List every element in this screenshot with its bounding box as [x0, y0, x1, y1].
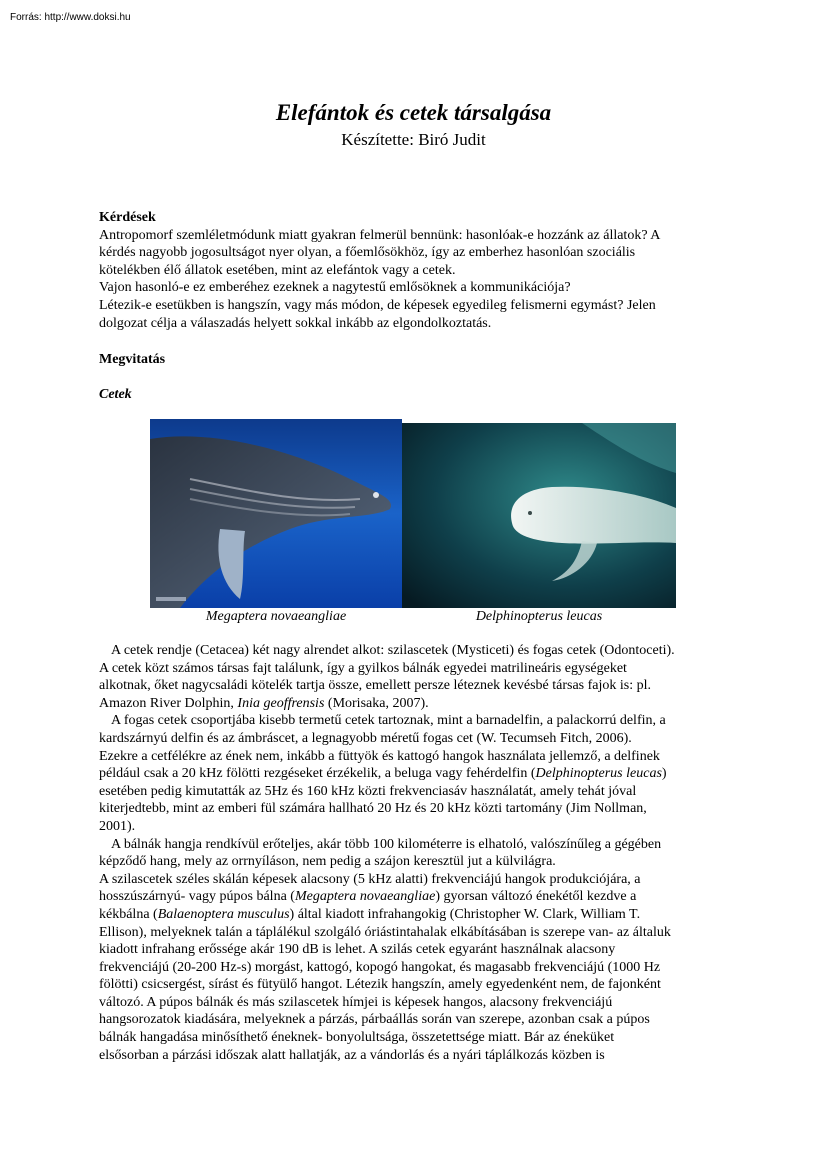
discussion-heading: Megvitatás	[99, 352, 166, 367]
body-line: elsősorban a párzási időszak alatt hallatják, az a vándorlás és a nyári táplálkozás közben is	[99, 1047, 605, 1063]
beluga-caption: Delphinopterus leucas	[475, 609, 603, 624]
body-line: kiadott infrahang erőssége akár 190 dB is lehet. A szilás cetek egyaránt használnak alacsony	[99, 942, 616, 958]
questions-line: Létezik-e esetükben is hangszín, vagy más módon, de képesek egyedileg felismerni egymást? Jelen	[99, 297, 656, 313]
body-line	[99, 695, 749, 713]
questions-section	[99, 209, 739, 332]
body-line: kardszárnyú delfin és az ámbráscet, a legnagyobb méretű fogas cet (W. Tecumseh Fitch, 2006).	[99, 730, 632, 746]
body-line: kiterjedtebb, mint az emberi fül számára hallható 20 Hz és 20 kHz közti tartomány (Jim Nollman,	[99, 801, 647, 817]
questions-line: dolgozat célja a válaszadás helyett sokkal inkább az elgondolkoztatás.	[99, 315, 492, 331]
questions-line: Vajon hasonló-e ez emberéhez ezeknek a nagytestű emlősöknek a kommunikációja?	[99, 280, 571, 296]
body-line: 2001).	[99, 818, 136, 834]
body-line: esetében pedig kimutatták az 5Hz és 160 kHz közti frekvenciasáv használatát, amely tehát jóval	[99, 783, 637, 799]
questions-heading: Kérdések	[99, 210, 156, 225]
body-line: alkotnak, őket nagycsaládi kötelék tartja össze, emellett persze léteznek kevésbé társas fajok is: pl.	[99, 678, 652, 694]
body-line: Ezekre a cetfélékre az ének nem, inkább a füttyök és kattogó hangok használata jellemző, a delfinek	[99, 748, 660, 764]
body-line	[99, 906, 749, 924]
body-text	[99, 642, 749, 1064]
humpback-caption: Megaptera novaeangliae	[205, 609, 347, 624]
body-line: A szilascetek széles skálán képesek alacsony (5 kHz alatti) frekvenciájú hangok produkciójára, a	[99, 871, 641, 887]
body-line	[99, 765, 749, 783]
body-line: hangsorozatok kiadására, melyeknek a párzás, párbaállás során van szerepe, azonban csak a púpos	[99, 1012, 650, 1028]
questions-line: Antropomorf szemléletmódunk miatt gyakran felmerül bennünk: hasonlóak-e hozzánk az állatok? A	[99, 227, 661, 243]
document-author: Készítette: Biró Judit	[341, 130, 486, 149]
document-title: Elefántok és cetek társalgása	[275, 100, 552, 125]
body-line: A cetek közt számos társas fajt találunk, így a gyilkos bálnák egyedei matrilineáris egységeket	[99, 660, 627, 676]
cetaceans-heading: Cetek	[99, 387, 132, 402]
species-name: Delphinopterus leucas	[535, 766, 662, 782]
source-url: Forrás: http://www.doksi.hu	[10, 12, 131, 23]
body-text-run: kékbálna (	[99, 906, 158, 922]
body-line: bálnák hangadása minősíthető éneknek- bonyolultsága, összetettsége miatt. Bár az éneküket	[99, 1030, 615, 1046]
body-line: A cetek rendje (Cetacea) két nagy alrendet alkot: szilascetek (Mysticeti) és fogas cetek (Odontoceti).	[111, 643, 675, 658]
body-line: A bálnák hangja rendkívül erőteljes, akár több 100 kilométerre is elhatoló, valószínűleg a gégében	[111, 836, 662, 852]
questions-line: kérdés nagyobb jogosultságot nyer olyan, a főemlősökhöz, így az emberhez hasonlóan szociális	[99, 245, 636, 261]
body-line: A fogas cetek csoportjába kisebb termetű cetek tartoznak, mint a barnadelfin, a palackorrú delfin, a	[111, 713, 666, 729]
body-text-run: például csak a 20 kHz fölötti rezgéseket érzékelik, a beluga vagy fehérdelfin (	[99, 766, 536, 782]
species-name: Balaenoptera musculus	[157, 906, 290, 922]
body-line: frekvenciájú (20-200 Hz-s) morgást, kattogó, kopogó hangokat, és magasabb frekvenciájú (1000 Hz	[99, 959, 661, 975]
species-name: Megaptera novaeangliae	[294, 889, 436, 905]
body-line	[99, 888, 749, 906]
beluga-whale-photo	[402, 423, 676, 608]
body-text-run: (Morisaka, 2007).	[324, 695, 429, 711]
questions-line: kötelékben élő állatok esetében, mint az elefántok vagy a cetek.	[99, 262, 456, 278]
body-text-run: ) által kiadott infrahangokig (Christopher W. Clark, William T.	[289, 906, 641, 922]
species-name: Inia geoffrensis	[237, 695, 325, 711]
humpback-whale-photo	[150, 419, 402, 608]
body-text-run: ) gyorsan változó énekétől kezdve a	[435, 889, 637, 905]
body-text-run: )	[661, 766, 667, 782]
body-text-run: Amazon River Dolphin,	[99, 695, 238, 711]
body-line: fölötti) csicsergést, sírást és fütyülő hangot. Létezik hangszín, amely egyedenként nem, de fajonként	[99, 977, 661, 993]
body-line: képződő hang, mely az orrnyíláson, nem pedig a szájon keresztül jut a külvilágra.	[99, 854, 556, 870]
cetaceans-heading-wrap	[99, 386, 739, 404]
body-line: Ellison), melyeknek talán a táplálékul szolgáló óriástintahalak elkábításában is szerepe van- az általuk	[99, 924, 671, 940]
body-line: változó. A púpos bálnák és más szilascetek hímjei is képesek hangos, alacsony frekvenciájú	[99, 994, 613, 1010]
discussion-heading-wrap	[99, 351, 739, 369]
body-text-run: hosszúszárnyú- vagy púpos bálna (	[99, 889, 295, 905]
